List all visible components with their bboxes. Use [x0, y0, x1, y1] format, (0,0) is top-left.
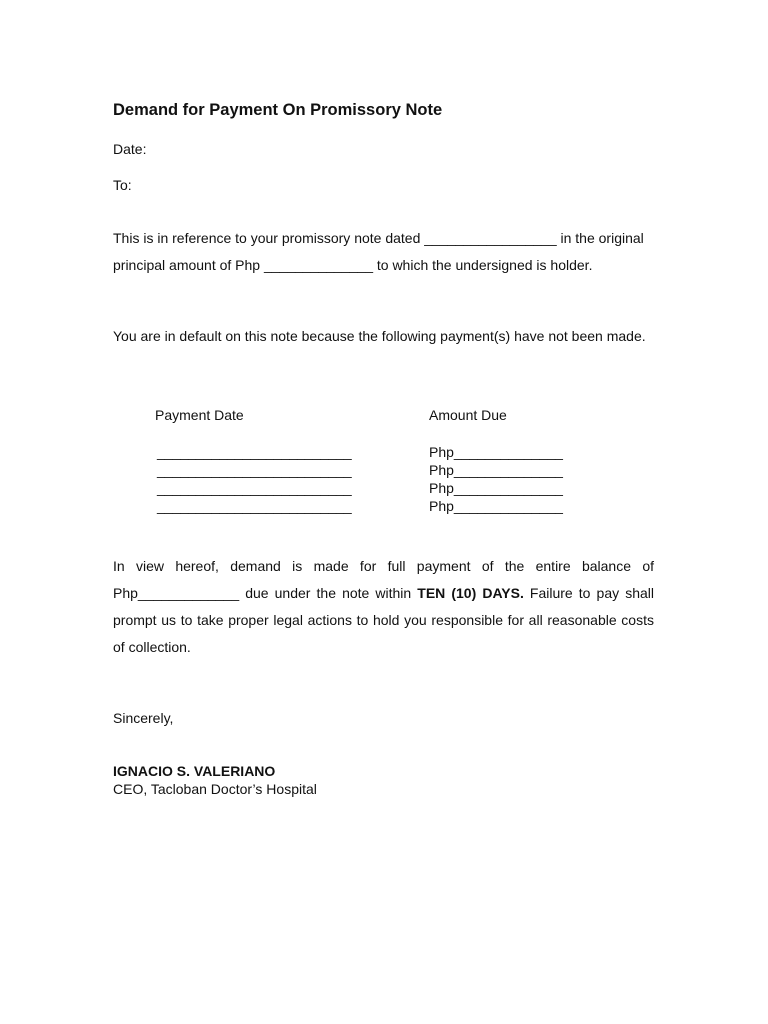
demand-text-end: Failure to pay shall prompt us to take proper legal actions to hold you responsible for all reasonable costs of collection. [113, 585, 654, 655]
to-label: To: [113, 177, 132, 193]
document-title: Demand for Payment On Promissory Note [113, 101, 443, 119]
signatory-name: IGNACIO S. VALERIANO [113, 763, 276, 779]
demand-text-start: In view hereof, demand is made for full payment of the entire balance of Php_____________ due under the note within [113, 558, 654, 601]
signatory-title: CEO, Tacloban Doctor’s Hospital [113, 781, 317, 797]
closing-text: Sincerely, [113, 710, 174, 726]
payment-date-blank: _________________________ [157, 462, 352, 478]
amount-due-blank: Php______________ [429, 480, 563, 496]
payment-date-header: Payment Date [155, 407, 244, 423]
payment-date-blank: _________________________ [157, 498, 352, 514]
deadline-emphasis: TEN (10) DAYS. [417, 585, 524, 601]
demand-paragraph [113, 553, 654, 661]
amount-due-blank: Php______________ [429, 462, 563, 478]
amount-due-column [429, 443, 563, 515]
amount-due-blank: Php______________ [429, 498, 563, 514]
payment-date-column [157, 443, 352, 515]
payment-date-blank: _________________________ [157, 480, 352, 496]
amount-due-header: Amount Due [429, 407, 507, 423]
date-label: Date: [113, 141, 147, 157]
amount-due-blank: Php______________ [429, 444, 563, 460]
payment-date-blank: _________________________ [157, 444, 352, 460]
reference-paragraph: This is in reference to your promissory note dated _________________ in the original principal amount of Php ______________ to which the undersigned is holder. [113, 230, 644, 273]
default-paragraph: You are in default on this note because the following payment(s) have not been made. [113, 328, 646, 344]
